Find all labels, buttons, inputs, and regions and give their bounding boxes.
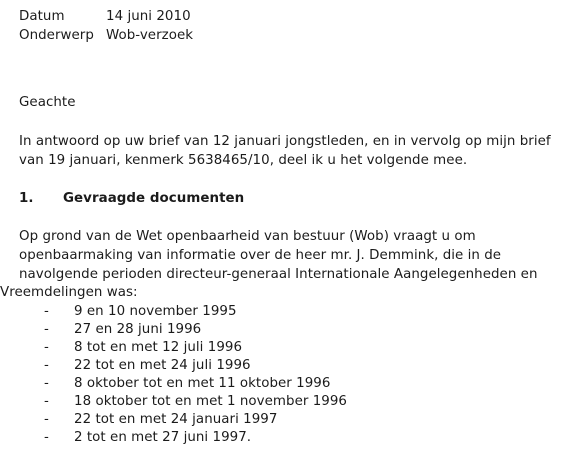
list-item: 2 tot en met 27 juni 1997. (74, 430, 252, 445)
list-item: 18 oktober tot en met 1 november 1996 (74, 394, 347, 409)
list-item: 22 tot en met 24 juli 1996 (74, 358, 251, 373)
list-bullet: - (44, 394, 49, 409)
section-title: Gevraagde documenten (63, 191, 245, 206)
list-item: 27 en 28 juni 1996 (74, 322, 202, 337)
list-bullet: - (44, 430, 49, 445)
paragraph-line: navolgende perioden directeur-generaal Internationale Aangelegenheden en (19, 267, 538, 282)
paragraph-line: openbaarmaking van informatie over de heer mr. J. Demmink, die in de (19, 248, 502, 263)
paragraph-line: Vreemdelingen was: (0, 285, 138, 300)
intro-line: In antwoord op uw brief van 12 januari jongstleden, en in vervolg op mijn brief (19, 134, 551, 149)
intro-line: van 19 januari, kenmerk 5638465/10, deel ik u het volgende mee. (19, 153, 468, 168)
list-item: 8 tot en met 12 juli 1996 (74, 340, 243, 355)
list-bullet: - (44, 412, 49, 427)
list-bullet: - (44, 322, 49, 337)
list-item: 9 en 10 november 1995 (74, 304, 237, 319)
list-item: 22 tot en met 24 januari 1997 (74, 412, 278, 427)
onderwerp-value: Wob-verzoek (106, 28, 194, 43)
onderwerp-label: Onderwerp (19, 28, 94, 43)
list-item: 8 oktober tot en met 11 oktober 1996 (74, 376, 331, 391)
datum-label: Datum (19, 9, 65, 24)
list-bullet: - (44, 304, 49, 319)
list-bullet: - (44, 376, 49, 391)
section-number: 1. (19, 191, 34, 206)
salutation: Geachte (19, 95, 76, 110)
list-bullet: - (44, 358, 49, 373)
list-bullet: - (44, 340, 49, 355)
paragraph-line: Op grond van de Wet openbaarheid van bestuur (Wob) vraagt u om (19, 229, 476, 244)
datum-value: 14 juni 2010 (106, 9, 191, 24)
